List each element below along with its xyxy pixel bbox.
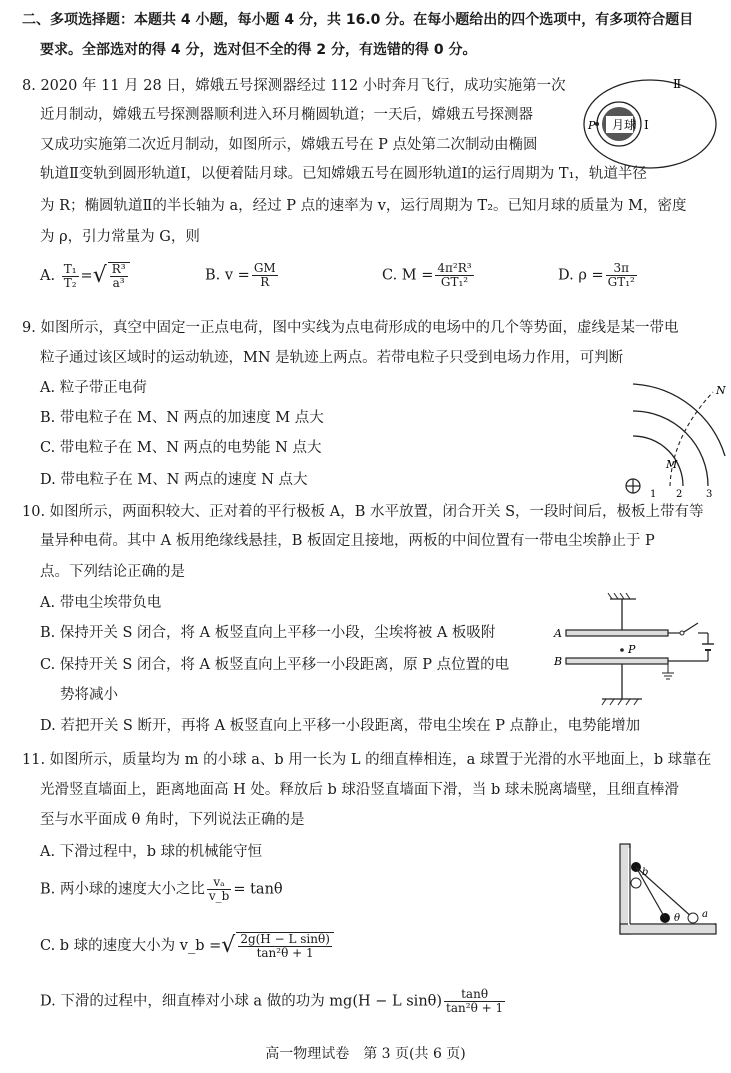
q10-option-c-cont: 势将减小 — [60, 687, 118, 703]
q10-a-label: A — [554, 627, 562, 640]
q8-orbit-figure — [572, 75, 722, 175]
q8-line: 轨道Ⅱ变轨到圆形轨道Ⅰ，以便着陆月球。已知嫦娥五号在圆形轨道Ⅰ的运行周期为 T₁，轨道半径 — [40, 166, 647, 182]
q9-line: 9. 如图所示，真空中固定一正点电荷，图中实线为点电荷形成的电场中的几个等势面，虚线是某一带电 — [22, 320, 679, 336]
q9-line: 粒子通过该区域时的运动轨迹，MN 是轨迹上两点。若带电粒子只受到电场力作用，可判断 — [40, 350, 624, 366]
q11-b-label: b — [642, 867, 649, 878]
q10-option-a: A. 带电尘埃带负电 — [40, 595, 162, 611]
q11-rod-figure — [618, 842, 718, 938]
q8-option-a: A. $\frac{\text{T₁}}{\text{T₂}}$ =√ $\frac{\text{R³}}{\text{a³}}$ — [40, 262, 130, 290]
q10-line: 10. 如图所示，两面积较大、正对着的平行极板 A，B 水平放置，闭合开关 S，一段时间后，极板上带有等 — [22, 504, 704, 520]
q9-label-3: 3 — [706, 489, 713, 498]
q10-option-c: C. 保持开关 S 闭合，将 A 板竖直向上平移一小段距离，原 P 点位置的电 — [40, 657, 510, 673]
q8-line: 又成功实施第二次近月制动，如图所示，嫦娥五号在 P 点处第二次制动由椭圆 — [40, 137, 538, 153]
q8-line: 为 ρ，引力常量为 G，则 — [40, 229, 200, 245]
q10-b-label: B — [554, 655, 563, 668]
q11-option-c: C. b 球的速度大小为 v_b =√ $\frac{\text{2g(H − L sinθ)}}{\text{tan²θ + 1}}$ — [40, 932, 334, 960]
q10-line: 量异种电荷。其中 A 板用绝缘线悬挂，B 板固定且接地，两板的中间位置有一带电尘埃静止于 P — [40, 533, 655, 549]
q8-line: 近月制动，嫦娥五号探测器顺利进入环月椭圆轨道；一天后，嫦娥五号探测器 — [40, 107, 533, 123]
q8-option-d: D. ρ = $\frac{3\pi}{\text{GT₁²}}$ — [558, 261, 635, 289]
q8-line: 为 R；椭圆轨道Ⅱ的半长轴为 a，经过 P 点的速率为 v，运行周期为 T₂。已知月球的质量为 M，密度 — [40, 198, 687, 214]
section-header-line1: 二、多项选择题：本题共 4 小题，每小题 4 分，共 16.0 分。在每小题给出的四个选项中，有多项符合题目 — [22, 12, 694, 28]
q10-line: 点。下列结论正确的是 — [40, 564, 185, 580]
q9-label-2: 2 — [676, 489, 683, 498]
q11-option-a: A. 下滑过程中，b 球的机械能守恒 — [40, 844, 263, 860]
q9-option-d: D. 带电粒子在 M、N 两点的速度 N 点大 — [40, 472, 308, 488]
q9-n-label: N — [716, 384, 726, 397]
q10-option-d: D. 若把开关 S 断开，再将 A 板竖直向上平移一小段距离，带电尘埃在 P 点静止，电势能增加 — [40, 718, 641, 734]
q10-capacitor-figure — [552, 593, 720, 711]
q9-option-c: C. 带电粒子在 M、N 两点的电势能 N 点大 — [40, 440, 322, 456]
q11-line: 光滑竖直墙面上，距离地面高 H 处。释放后 b 球沿竖直墙面下滑，当 b 球未脱离墙壁，且细直棒滑 — [40, 782, 679, 798]
q10-option-b: B. 保持开关 S 闭合，将 A 板竖直向上平移一小段，尘埃将被 A 板吸附 — [40, 625, 496, 641]
q9-m-label: M — [666, 458, 678, 471]
q9-equipotential-figure — [612, 376, 728, 498]
section-header-line2: 要求。全部选对的得 4 分，选对但不全的得 2 分，有选错的得 0 分。 — [40, 42, 477, 58]
q11-option-b: B. 两小球的速度大小之比 $\frac{\text{vₐ}}{v\_b}$ = tanθ — [40, 875, 283, 903]
q11-theta-label: θ — [674, 913, 681, 924]
q11-line: 至与水平面成 θ 角时，下列说法正确的是 — [40, 812, 305, 828]
q8-moon-label: 月球 — [612, 118, 637, 132]
q9-option-b: B. 带电粒子在 M、N 两点的加速度 M 点大 — [40, 410, 324, 426]
q8-p-label: P — [588, 119, 596, 132]
page-footer: 高一物理试卷 第 3 页(共 6 页) — [265, 1046, 466, 1062]
q11-option-d: D. 下滑的过程中，细直棒对小球 a 做的功为 mg(H − L sinθ) $\frac{\tan\theta}{\text{tan²θ + 1}}$ — [40, 987, 504, 1015]
q8-orbit2-label: Ⅱ — [673, 77, 682, 91]
q10-p-label: P — [628, 643, 636, 656]
q11-a-label: a — [702, 909, 708, 920]
q11-line: 11. 如图所示，质量均为 m 的小球 a、b 用一长为 L 的细直棒相连，a 球置于光滑的水平地面上，b 球靠在 — [22, 752, 712, 768]
q8-orbit1-label: Ⅰ — [644, 118, 649, 132]
q8-option-c: C. M = $\frac{\text{4π²R³}}{\text{GT₁²}}$ — [382, 261, 472, 289]
q9-option-a: A. 粒子带正电荷 — [40, 380, 147, 396]
q9-label-1: 1 — [650, 489, 657, 498]
q8-option-b: B. v = $\frac{GM}{R}$ — [205, 261, 276, 289]
q8-line: 8. 2020 年 11 月 28 日，嫦娥五号探测器经过 112 小时奔月飞行，成功实施第一次 — [22, 78, 566, 94]
